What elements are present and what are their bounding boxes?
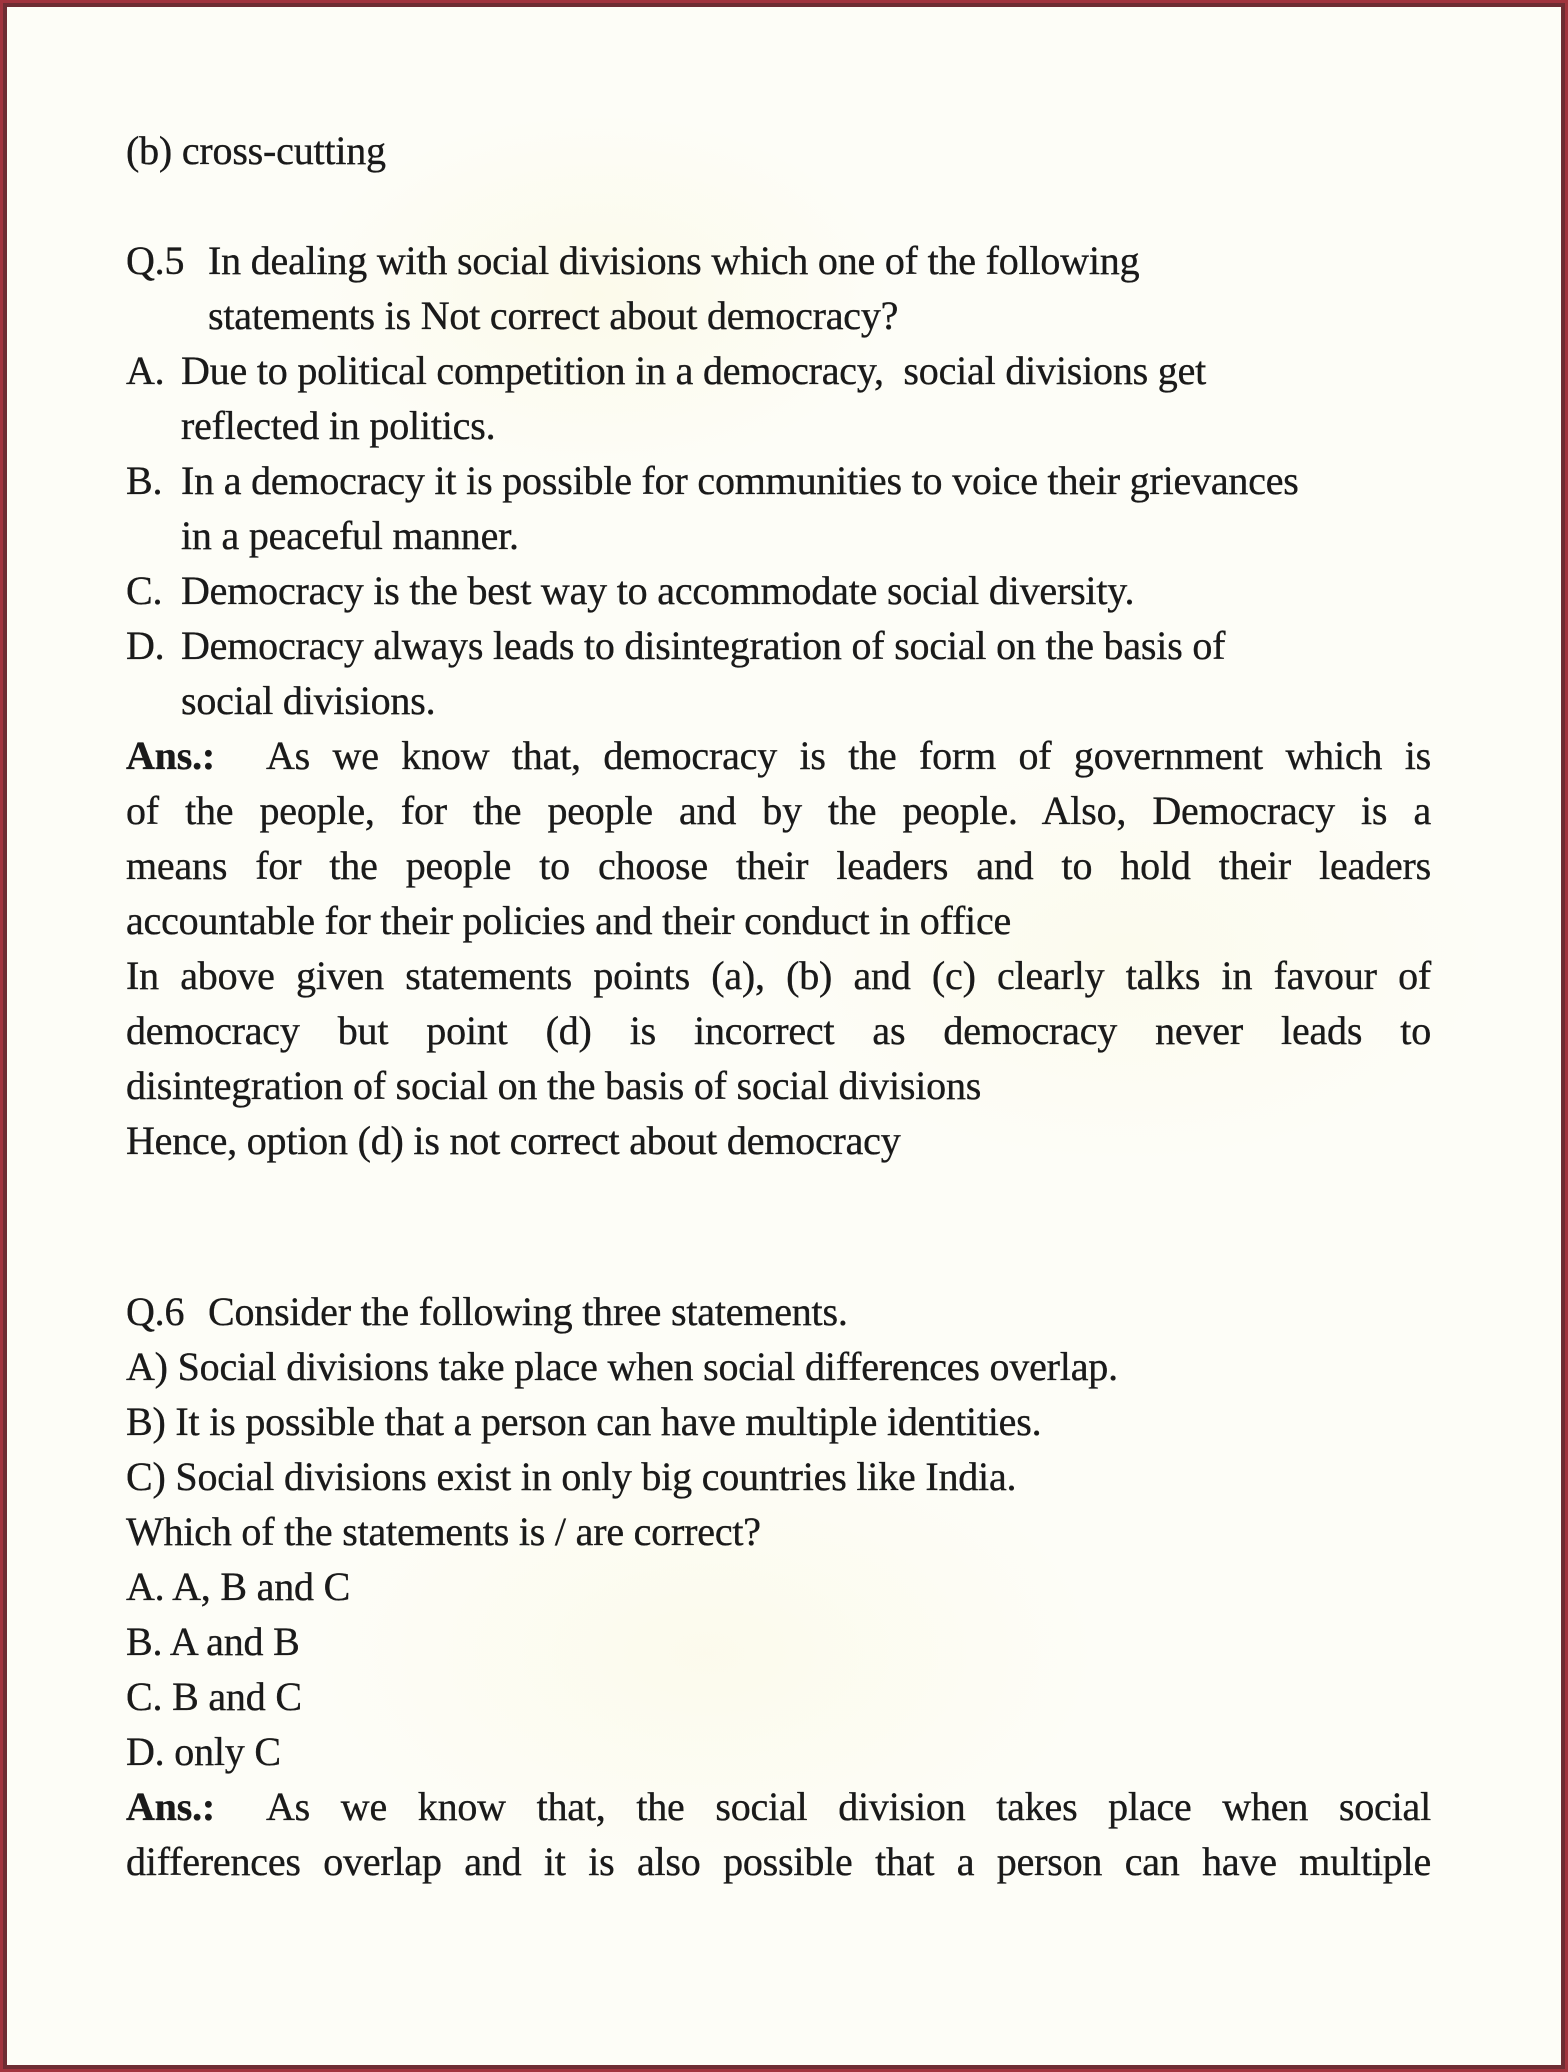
q5-option-d-label: D.	[126, 623, 165, 668]
q6-answer-label: Ans.:	[126, 1784, 216, 1829]
q6-question-line	[126, 1284, 1431, 1339]
q5-answer-text-1: As we know that, democracy is the form of government which is	[266, 733, 1431, 778]
q5-conclusion-line: Hence, option (d) is not correct about democracy	[126, 1118, 901, 1163]
q5-option-c-label: C.	[126, 568, 163, 613]
q5-block	[126, 233, 1431, 1168]
q5-option-b-line-1	[126, 453, 1431, 508]
q6-question-number: Q.6	[126, 1289, 185, 1334]
q5-question-text-1: In dealing with social divisions which one of the following	[208, 238, 1140, 283]
q6-option-c: C. B and C	[126, 1674, 302, 1719]
q5-answer-line-4: accountable for their policies and their conduct in office	[126, 898, 1012, 943]
document-page	[3, 3, 1565, 2069]
q5-option-b-line-2: in a peaceful manner.	[181, 513, 519, 558]
q5-note-line-2: democracy but point (d) is incorrect as democracy never leads to	[126, 1008, 1431, 1053]
q5-note-line-3: disintegration of social on the basis of social divisions	[126, 1063, 982, 1108]
q6-option-d: D. only C	[126, 1729, 281, 1774]
q5-question-line-2: statements is Not correct about democracy?	[208, 293, 899, 338]
q5-note-line-1: In above given statements points (a), (b) and (c) clearly talks in favour of	[126, 953, 1431, 998]
q5-answer-line-2: of the people, for the people and by the people. Also, Democracy is a	[126, 788, 1431, 833]
q5-option-c-text-1: Democracy is the best way to accommodate social diversity.	[181, 568, 1135, 613]
q5-option-a-label: A.	[126, 348, 165, 393]
q5-answer-line-3: means for the people to choose their leaders and to hold their leaders	[126, 843, 1431, 888]
section-gap	[126, 1168, 1431, 1284]
q6-statement-b: B) It is possible that a person can have multiple identities.	[126, 1399, 1042, 1444]
q5-option-a-text-1: Due to political competition in a democracy, social divisions get	[181, 348, 1207, 393]
q5-option-b-label: B.	[126, 458, 163, 503]
q5-option-d-line-2: social divisions.	[181, 678, 436, 723]
q5-option-d-text-1: Democracy always leads to disintegration of social on the basis of	[181, 623, 1226, 668]
intro-line: (b) cross-cutting	[126, 128, 386, 173]
blank-line-gap	[126, 178, 1431, 233]
q6-answer-text-1: As we know that, the social division takes place when social	[266, 1784, 1431, 1829]
q5-option-a-line-1	[126, 343, 1431, 398]
q6-answer-line-2: differences overlap and it is also possible that a person can have multiple	[126, 1839, 1431, 1884]
q6-prompt-line: Which of the statements is / are correct?	[126, 1509, 761, 1554]
q6-answer-line-1	[126, 1779, 1431, 1834]
q6-question-text: Consider the following three statements.	[208, 1289, 848, 1334]
q6-block	[126, 1284, 1431, 1889]
document-content	[7, 7, 1561, 1889]
q6-statement-c: C) Social divisions exist in only big countries like India.	[126, 1454, 1017, 1499]
q5-option-a-line-2: reflected in politics.	[181, 403, 496, 448]
q5-question-line-1	[126, 233, 1431, 288]
q5-option-b-text-1: In a democracy it is possible for communities to voice their grievances	[181, 458, 1299, 503]
q6-option-b: B. A and B	[126, 1619, 300, 1664]
q5-answer-line-1	[126, 728, 1431, 783]
q6-statement-a: A) Social divisions take place when social differences overlap.	[126, 1344, 1118, 1389]
q5-answer-label: Ans.:	[126, 733, 216, 778]
q5-question-number: Q.5	[126, 238, 185, 283]
q6-option-a: A. A, B and C	[126, 1564, 351, 1609]
q5-option-d-line-1	[126, 618, 1431, 673]
q5-option-c-line-1	[126, 563, 1431, 618]
